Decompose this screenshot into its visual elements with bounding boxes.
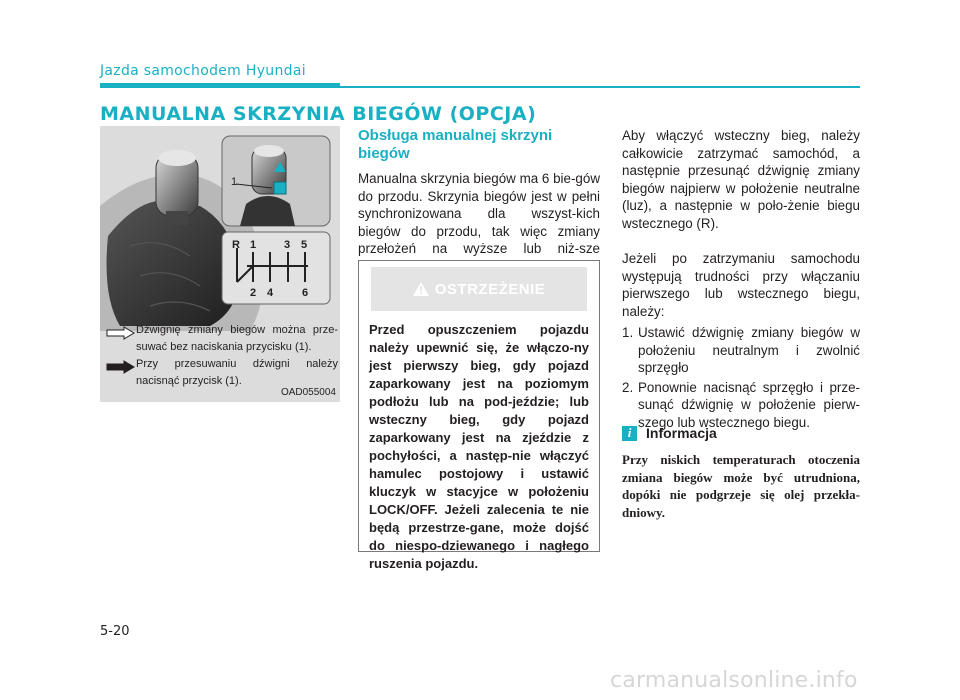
info-icon: i: [622, 426, 637, 441]
gear-label-5: 5: [301, 239, 308, 251]
warning-title: OSTRZEŻENIE: [434, 280, 546, 298]
gear-shift-illustration: [100, 126, 340, 331]
gear-label-r: R: [232, 239, 240, 251]
watermark: carmanualsonline.info: [610, 668, 858, 693]
step-number: 2.: [622, 379, 634, 395]
gear-label-3: 3: [284, 239, 291, 251]
gear-shift-figure: [100, 126, 340, 402]
header-rule-thick: [100, 83, 340, 88]
warning-text: Przed opuszczeniem pojazdu należy upewnić się, że włączo-ny jest pierwszy bieg, gdy pojazd zaparkowany jest na poziomym podłożu lub na pod-jeździe; lub wsteczny bieg, gdy pojazd zaparkowany jest na zjeździe z pochyłości, a następ-nie włączyć hamulec postojowy i ustawić kluczyk w stacyjce w położeniu LOCK/OFF. Jeżeli zalecenia te nie będą przestrze-gane, może dojść do niespo-dziewanego i nagłego ruszenia pojazdu.: [369, 322, 589, 571]
warning-header: [371, 267, 587, 311]
legend-text: Dźwignię zmiany biegów można prze-suwać bez naciskania przycisku (1).: [136, 324, 338, 353]
gear-label-4: 4: [267, 287, 274, 299]
legend-item: [106, 356, 338, 390]
info-header: [622, 425, 717, 441]
reverse-gear-section: [622, 127, 860, 433]
reverse-paragraph: Aby włączyć wsteczny bieg, należy całkowicie zatrzymać samochód, a następnie przesunąć dźwignię zmiany biegów najpierw w położenie neutralne (luz), a następnie w poło-żenie biegu wstecznego (R).: [622, 128, 860, 231]
gear-label-2: 2: [250, 287, 257, 299]
step-text: Ustawić dźwignię zmiany biegów w położeniu neutralnym i zwolnić sprzęgło: [638, 325, 860, 375]
section-label: Jazda samochodem Hyundai: [100, 63, 306, 79]
list-item: [622, 324, 860, 377]
info-text: Przy niskich temperaturach otoczenia zmiana biegów może być utrudniona, dopóki nie podgrzeje się olej przekła-dniowy.: [622, 452, 860, 520]
legend-text: Przy przesuwaniu dźwigni należy nacisnąć przycisk (1).: [136, 358, 338, 387]
step-text: Ponownie nacisnąć sprzęgło i prze-sunąć dźwignię w położenie pierw-szego lub wstecznego biegu.: [638, 379, 860, 430]
page-number: 5-20: [100, 624, 130, 639]
solid-arrow-icon: [106, 360, 136, 374]
warning-triangle-icon: [413, 282, 429, 296]
step-number: 1.: [622, 325, 634, 340]
callout-number: 1: [231, 176, 238, 188]
list-item: [622, 379, 860, 432]
outline-arrow-icon: [106, 326, 136, 340]
header-rule-thin: [340, 86, 860, 88]
steps-list: [622, 324, 860, 431]
section-heading: Obsługa manualnej skrzyni biegów: [358, 127, 553, 162]
page-title: MANUALNA SKRZYNIA BIEGÓW (OPCJA): [100, 103, 537, 125]
gear-label-1: 1: [250, 239, 257, 251]
legend-item: [106, 322, 338, 356]
gear-label-6: 6: [302, 287, 309, 299]
warning-box: [358, 260, 600, 571]
operation-section: [358, 127, 600, 275]
info-title: Informacja: [646, 425, 717, 441]
figure-code: OAD055004: [280, 387, 336, 398]
section-paragraph: Manualna skrzynia biegów ma 6 bie-gów do przodu. Skrzynia biegów jest w pełni synchronizowana dla wszyst-kich biegów do przodu, tak więc zmiany przełożeń na wyższe lub niż-sze: [358, 171, 600, 256]
difficulty-paragraph: Jeżeli po zatrzymaniu samochodu występują trudności przy włączaniu pierwszego lub wstecznego biegu, należy:: [622, 251, 860, 319]
